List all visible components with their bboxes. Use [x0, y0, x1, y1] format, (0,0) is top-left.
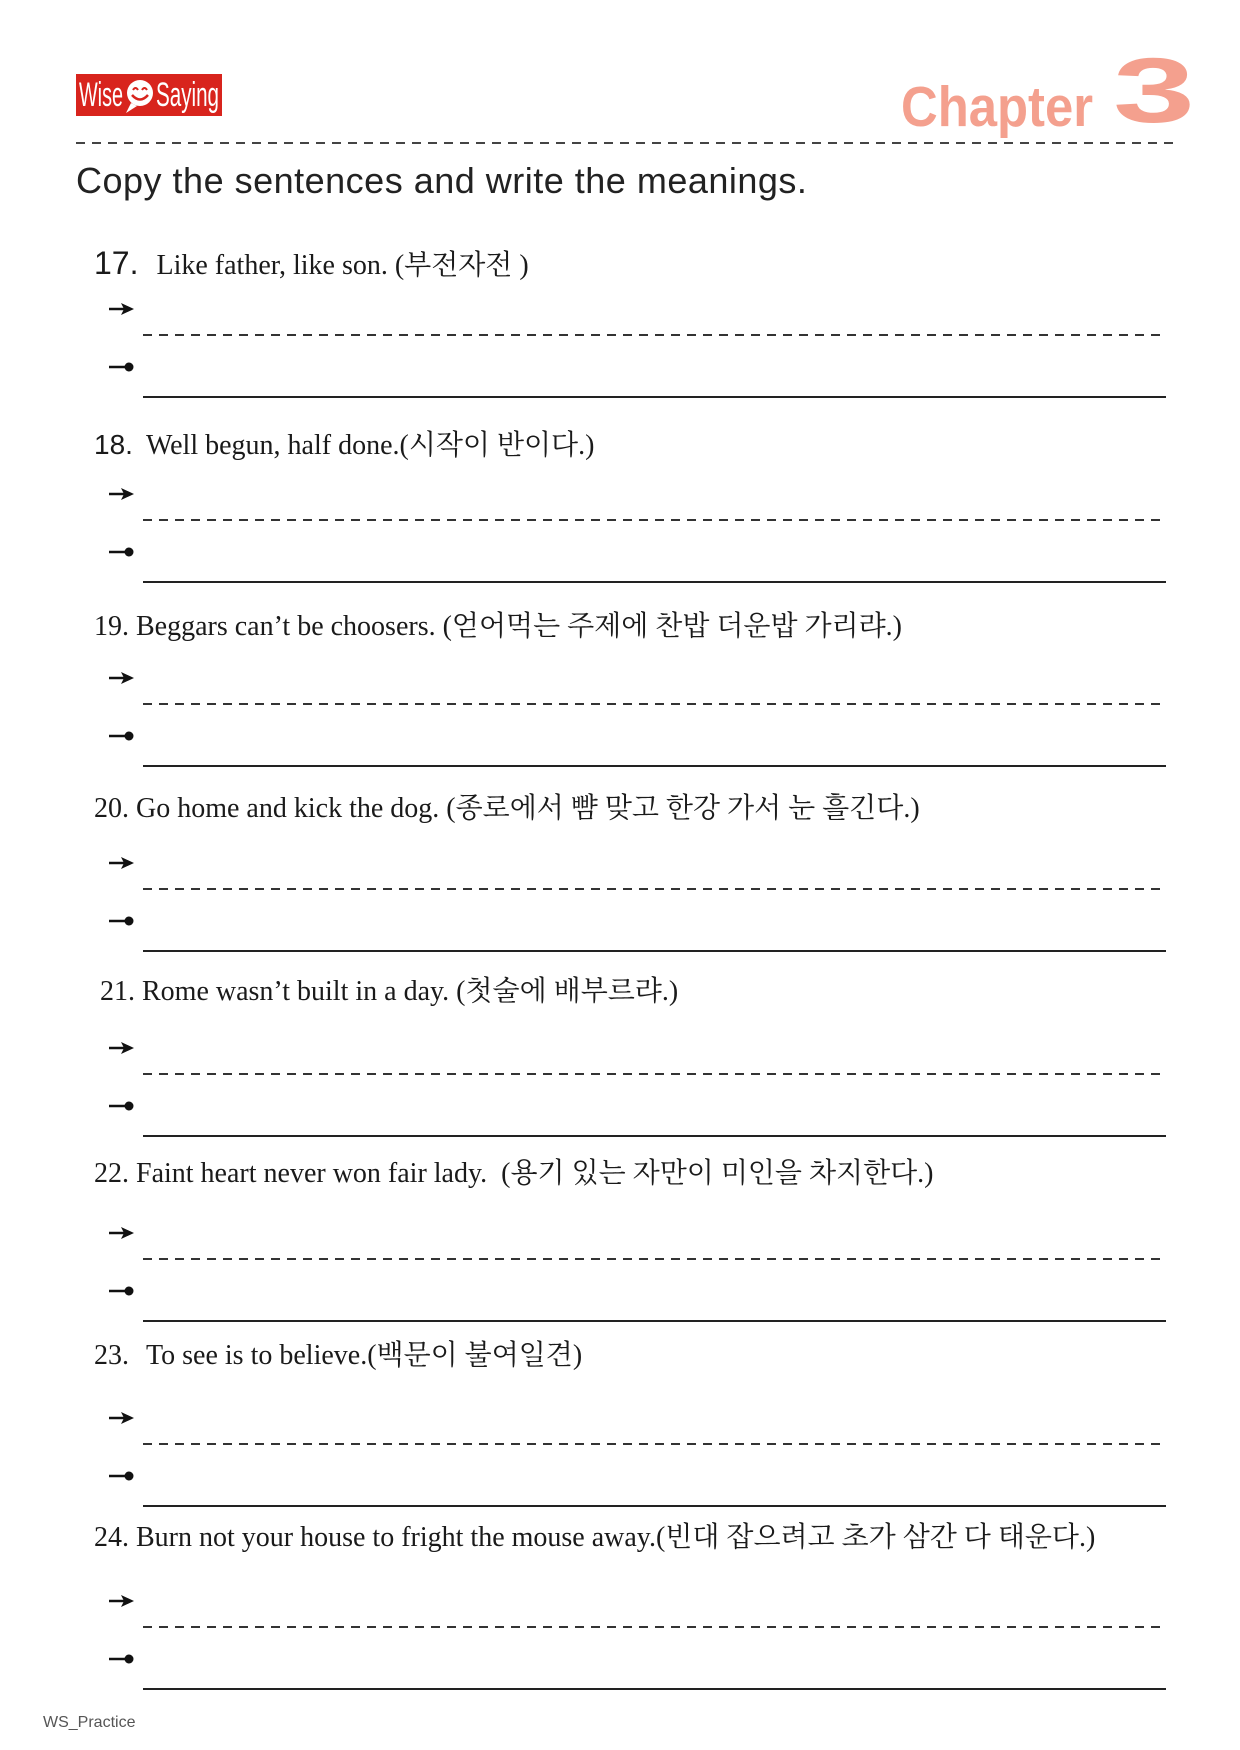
item-sentence: Faint heart never won fair lady. (용기 있는 자만이 미인을 차지한다.) [136, 1158, 934, 1189]
copy-line [143, 1626, 1166, 1628]
exercise-item-24 [94, 1522, 1095, 1554]
copy-line [143, 888, 1166, 890]
header-divider [76, 142, 1178, 144]
footer-label: WS_Practice [43, 1714, 136, 1731]
item-sentence: To see is to believe.(백문이 불여일견) [146, 1340, 583, 1371]
exercise-item-20 [94, 793, 920, 825]
logo-word-saying: Saying [156, 76, 219, 114]
logo-word-wise: Wise [79, 76, 123, 114]
arrow-right-icon [108, 1591, 136, 1611]
item-number: 23. [94, 1340, 129, 1371]
arrow-dot-icon [108, 1096, 136, 1116]
item-sentence: Go home and kick the dog. (종로에서 뺨 맞고 한강 가서 눈 흘긴다.) [136, 793, 920, 824]
item-sentence: Burn not your house to fright the mouse away.(빈대 잡으려고 초가 삼간 다 태운다.) [136, 1522, 1096, 1553]
meaning-line [143, 396, 1166, 398]
chapter-number-graphic [1110, 40, 1202, 142]
arrow-right-icon [108, 1223, 136, 1243]
answer-area [0, 1591, 1240, 1691]
arrow-dot-icon [108, 542, 136, 562]
wise-saying-logo [76, 74, 222, 116]
arrow-dot-icon [108, 726, 136, 746]
chapter-number: 3 [1113, 40, 1195, 142]
answer-area [0, 668, 1240, 768]
meaning-line [143, 1505, 1166, 1507]
meaning-line [143, 1135, 1166, 1137]
meaning-line [143, 1688, 1166, 1690]
answer-area [0, 1038, 1240, 1138]
item-sentence: Well begun, half done.(시작이 반이다.) [145, 430, 595, 461]
item-number: 24. [94, 1522, 129, 1553]
arrow-right-icon [108, 1408, 136, 1428]
meaning-line [143, 765, 1166, 767]
item-sentence: Rome wasn’t built in a day. (첫술에 배부르랴.) [142, 976, 679, 1007]
item-number: 17. [94, 245, 139, 281]
item-number: 20. [94, 793, 129, 824]
item-number: 22. [94, 1158, 129, 1189]
item-sentence: Beggars can’t be choosers. (얻어먹는 주제에 찬밥 더운밥 가리랴.) [136, 611, 902, 642]
copy-line [143, 1258, 1166, 1260]
answer-area [0, 853, 1240, 953]
exercise-item-21 [100, 976, 678, 1008]
copy-line [143, 334, 1166, 336]
chapter-heading [899, 70, 1099, 145]
item-number: 18. [94, 429, 133, 460]
exercise-item-17 [94, 247, 529, 282]
chapter-label: Chapter [901, 75, 1093, 139]
meaning-line [143, 1320, 1166, 1322]
arrow-dot-icon [108, 1649, 136, 1669]
item-number: 21. [100, 976, 135, 1007]
copy-line [143, 1073, 1166, 1075]
copy-line [143, 519, 1166, 521]
copy-line [143, 1443, 1166, 1445]
exercise-item-23 [94, 1340, 582, 1372]
arrow-dot-icon [108, 357, 136, 377]
copy-line [143, 703, 1166, 705]
answer-area [0, 484, 1240, 584]
meaning-line [143, 950, 1166, 952]
answer-area [0, 299, 1240, 399]
instructions: Copy the sentences and write the meanings. [76, 160, 808, 201]
arrow-right-icon [108, 484, 136, 504]
arrow-dot-icon [108, 911, 136, 931]
arrow-right-icon [108, 853, 136, 873]
meaning-line [143, 581, 1166, 583]
exercise-item-22 [94, 1158, 933, 1190]
exercise-item-18 [94, 429, 594, 462]
arrow-right-icon [108, 299, 136, 319]
arrow-right-icon [108, 668, 136, 688]
exercise-item-19 [94, 611, 902, 643]
item-sentence: Like father, like son. (부전자전 ) [156, 250, 529, 281]
answer-area [0, 1408, 1240, 1508]
item-number: 19. [94, 611, 129, 642]
answer-area [0, 1223, 1240, 1323]
arrow-right-icon [108, 1038, 136, 1058]
arrow-dot-icon [108, 1466, 136, 1486]
arrow-dot-icon [108, 1281, 136, 1301]
